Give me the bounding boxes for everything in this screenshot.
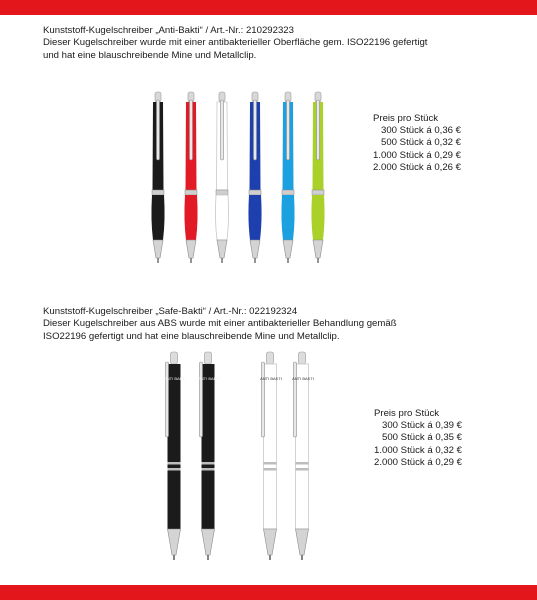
product1-title: Kunststoff-Kugelschreiber „Anti-Bakti“ / Art.-Nr.: 210292323: [43, 25, 294, 36]
pen: [292, 352, 314, 560]
top-red-bar: [0, 0, 537, 15]
product1-desc-line2: und hat eine blauschreibende Mine und Metallclip.: [43, 49, 257, 61]
pen-logo-text: ANTI BAKTI: [260, 376, 282, 381]
pen: [198, 352, 220, 560]
product2-desc-line2: ISO22196 gefertigt und hat eine blauschreibende Mine und Metallclip.: [43, 330, 340, 342]
pen: [248, 92, 261, 263]
product1-price-row: 500 Stück á 0,32 €: [381, 137, 462, 149]
bottom-red-bar: [0, 585, 537, 600]
pen-logo-text: ANTI BAKTI: [164, 376, 186, 381]
product2-description: [43, 306, 397, 343]
pen: [215, 92, 228, 263]
product1-desc-line1: Dieser Kugelschreiber wurde mit einer antibakterieller Oberfläche gem. ISO22196 gefertigt: [43, 37, 428, 49]
product1-price-row: 2.000 Stück á 0,26 €: [373, 161, 462, 173]
product2-price-row: 1.000 Stück á 0,32 €: [374, 444, 463, 456]
product1-price-row: 300 Stück á 0,36 €: [381, 125, 462, 137]
pen: [311, 92, 324, 263]
product2-price-heading: Preis pro Stück: [374, 408, 440, 419]
product2-price-row: 2.000 Stück á 0,29 €: [374, 456, 463, 468]
pen-logo-text: ANTI BAKTI: [292, 376, 314, 381]
product1-pens-image: [140, 80, 380, 280]
product2-price-row: 500 Stück á 0,35 €: [382, 432, 463, 444]
pen: [184, 92, 197, 263]
product2-pens-image: [150, 350, 370, 570]
product2-title: Kunststoff-Kugelschreiber „Safe-Bakti“ / Art.-Nr.: 022192324: [43, 306, 298, 317]
pen: [281, 92, 294, 263]
product1-price-heading: Preis pro Stück: [373, 113, 439, 124]
pen: [260, 352, 282, 560]
pen: [164, 352, 186, 560]
product2-price-table: [374, 408, 462, 469]
product2-price-row: 300 Stück á 0,39 €: [382, 420, 463, 432]
product1-price-row: 1.000 Stück á 0,29 €: [373, 149, 462, 161]
product2-desc-line1: Dieser Kugelschreiber aus ABS wurde mit einer antibakterieller Behandlung gemäß: [43, 318, 397, 330]
product1-price-table: [373, 113, 461, 174]
pen: [151, 92, 164, 263]
pen-logo-text: ANTI BAKTI: [198, 376, 220, 381]
product1-description: [43, 25, 427, 62]
